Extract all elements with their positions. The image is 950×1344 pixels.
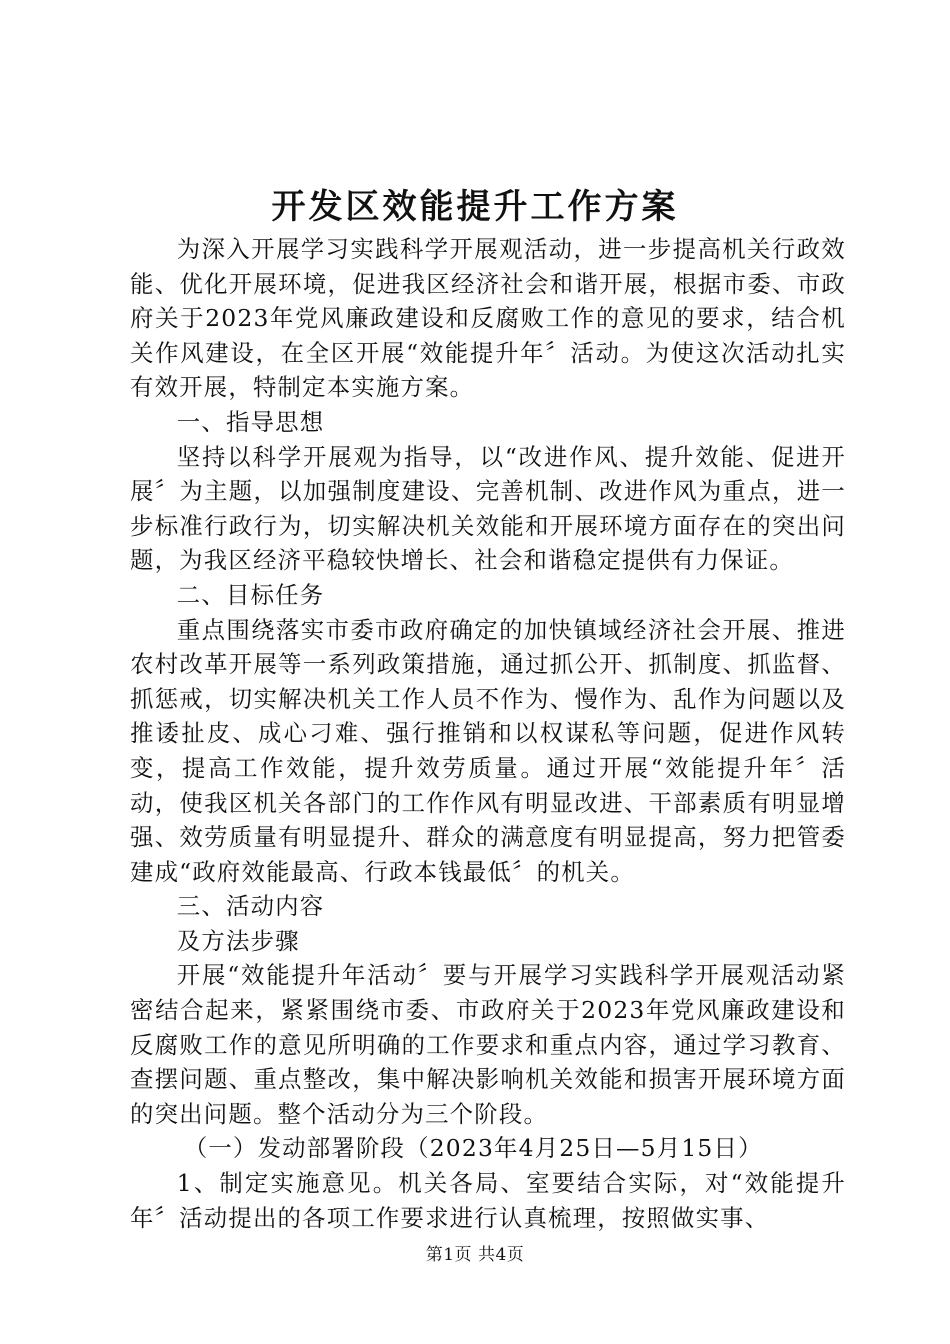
section-heading-activities: 三、活动内容 <box>176 892 325 921</box>
paragraph-phase-one-item-1: 1、制定实施意见。机关各局、室要结合实际，对“效能提升年〞活动提出的各项工作要求进行认真梳理，按照做实事、 <box>130 1169 846 1232</box>
paragraph-goals: 重点围绕落实市委市政府确定的加快镇域经济社会开展、推进农村改革开展等一系列政策措施，通过抓公开、抓制度、抓监督、抓惩戒，切实解决机关工作人员不作为、慢作为、乱作为问题以及推诿扯皮、成心刁难、强行推销和以权谋私等问题，促进作风转变，提高工作效能，提升效劳质量。通过开展“效能提升年〞活动，使我区机关各部门的工作作风有明显改进、干部素质有明显增强、效劳质量有明显提升、群众的满意度有明显提高，努力把管委建成“政府效能最高、行政本钱最低〞的机关。 <box>130 615 846 886</box>
document-body <box>130 232 846 1235</box>
paragraph-activities: 开展“效能提升年活动〞要与开展学习实践科学开展观活动紧密结合起来，紧紧围绕市委、市政府关于2023年党风廉政建设和反腐败工作的意见所明确的工作要求和重点内容，通过学习教育、查摆问题、重点整改，集中解决影响机关效能和损害开展环境方面的突出问题。整个活动分为三个阶段。 <box>130 961 846 1128</box>
section-heading-goals: 二、目标任务 <box>176 580 325 609</box>
subsection-heading-phase-one: （一）发动部署阶段（2023年4月25日—5月15日） <box>183 1134 763 1163</box>
paragraph-intro: 为深入开展学习实践科学开展观活动，进一步提高机关行政效能、优化开展环境，促进我区经济社会和谐开展，根据市委、市政府关于2023年党风廉政建设和反腐败工作的意见的要求，结合机关作风建设，在全区开展“效能提升年〞活动。为使这次活动扎实有效开展，特制定本实施方案。 <box>130 235 846 402</box>
section-heading-guiding-ideology: 一、指导思想 <box>176 407 325 436</box>
page-footer: 第1页 共4页 <box>425 1245 525 1265</box>
section-heading-activities-cont: 及方法步骤 <box>176 926 300 955</box>
document-title: 开发区效能提升工作方案 <box>271 187 679 227</box>
paragraph-guiding-ideology: 坚持以科学开展观为指导，以“改进作风、提升效能、促进开展〞为主题，以加强制度建设、完善机制、改进作风为重点，进一步标准行政行为，切实解决机关效能和开展环境方面存在的突出问题，为我区经济平稳较快增长、社会和谐稳定提供有力保证。 <box>130 442 846 575</box>
